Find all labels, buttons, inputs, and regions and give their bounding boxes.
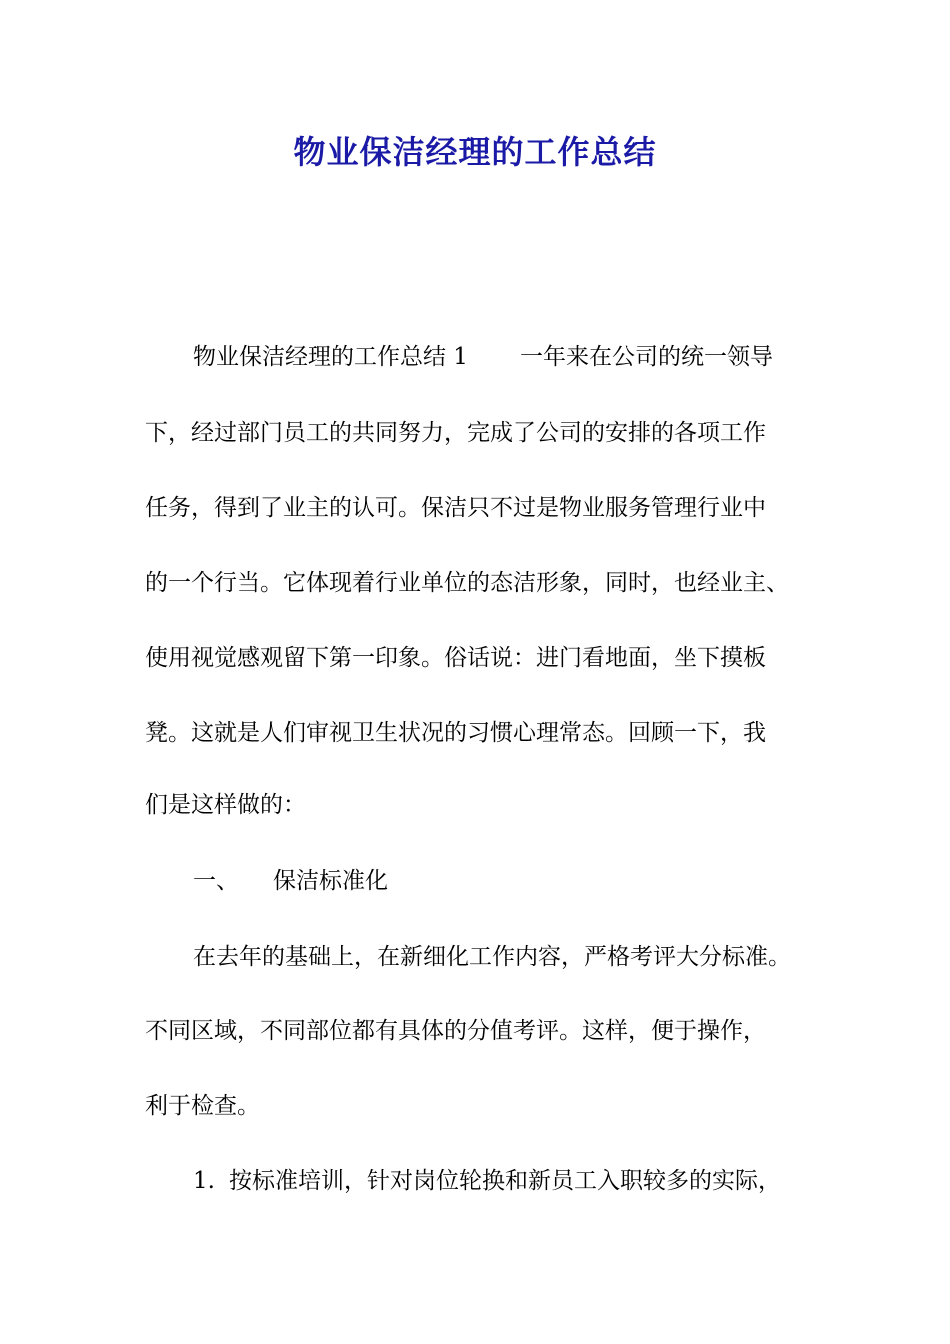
- section-heading-text: 保洁标准化: [273, 868, 388, 894]
- paragraph-line-9: 在去年的基础上，在新细化工作内容，严格考评大分标准。: [193, 944, 791, 970]
- paragraph-line-6: 凳。这就是人们审视卫生状况的习惯心理常态。回顾一下，我: [145, 720, 766, 746]
- paragraph-line-4: 的一个行当。它体现着行业单位的态洁形象，同时，也经业主、: [145, 570, 789, 596]
- paragraph-line-3: 任务，得到了业主的认可。保洁只不过是物业服务管理行业中: [145, 495, 766, 521]
- list-item-1: [193, 1161, 781, 1201]
- list-item-number: 1.: [193, 1168, 215, 1194]
- section-heading-number: 一、: [193, 868, 239, 894]
- paragraph-line-2: 下，经过部门员工的共同努力，完成了公司的安排的各项工作: [145, 420, 766, 446]
- paragraph-line-1: [193, 337, 773, 377]
- paragraph-line-10: 不同区域，不同部位都有具体的分值考评。这样，便于操作，: [145, 1018, 766, 1044]
- section-heading-1: [193, 861, 388, 901]
- line-1-part-a: 物业保洁经理的工作总结 1: [193, 344, 468, 370]
- line-1-part-b: 一年来在公司的统一领导: [519, 344, 773, 370]
- document-title: 物业保洁经理的工作总结: [293, 133, 657, 171]
- paragraph-line-7: 们是这样做的：: [145, 792, 306, 818]
- list-item-text: 按标准培训，针对岗位轮换和新员工入职较多的实际，: [228, 1168, 781, 1194]
- paragraph-line-5: 使用视觉感观留下第一印象。俗话说：进门看地面，坐下摸板: [145, 645, 766, 671]
- paragraph-line-11: 利于检查。: [145, 1093, 260, 1119]
